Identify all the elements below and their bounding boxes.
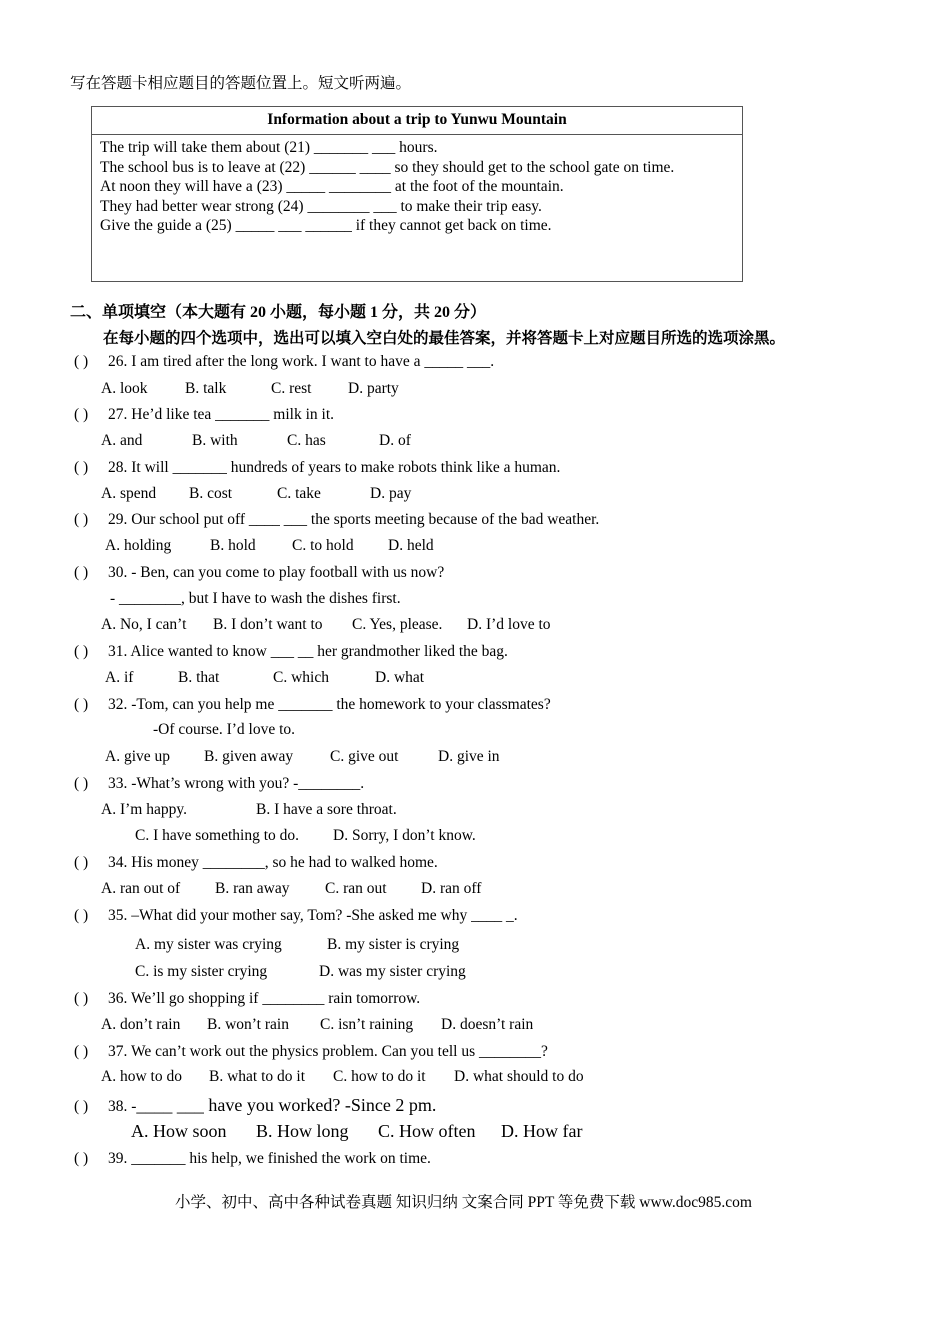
- question-35-stem: [74, 907, 518, 925]
- option-d: D. what should to do: [454, 1068, 584, 1085]
- option-b: B. cost: [189, 485, 233, 502]
- page-footer: 小学、初中、高中各种试卷真题 知识归纳 文案合同 PPT 等免费下载 www.doc985.com: [175, 1194, 752, 1211]
- option-b: B. with: [192, 432, 238, 449]
- option-d: D. what: [375, 669, 425, 686]
- question-29-options: [105, 537, 434, 555]
- answer-paren: ( ): [74, 511, 89, 528]
- option-c: C. ran out: [325, 880, 387, 897]
- option-d: D. doesn’t rain: [441, 1016, 534, 1033]
- option-a: A. No, I can’t: [101, 616, 187, 633]
- question-36-stem: [74, 990, 420, 1008]
- option-a: A. spend: [101, 485, 157, 502]
- info-line-22: The school bus is to leave at (22) ______ ____ so they should get to the school gate on time.: [100, 158, 675, 176]
- info-line-21: The trip will take them about (21) _______ ___ hours.: [100, 139, 438, 156]
- info-line-25: Give the guide a (25) _____ ___ ______ if they cannot get back on time.: [100, 217, 552, 234]
- option-d: D. How far: [501, 1121, 583, 1141]
- question-30-stem: [74, 564, 444, 582]
- question-37-options: [101, 1068, 584, 1086]
- question-27-options: [101, 432, 411, 450]
- question-28-stem: [74, 459, 560, 477]
- option-a: A. How soon: [131, 1121, 227, 1141]
- option-d: D. pay: [370, 485, 412, 502]
- option-c: C. give out: [330, 748, 399, 765]
- question-text: 34. His money ________, so he had to walked home.: [108, 854, 438, 871]
- option-b: B. hold: [210, 537, 256, 554]
- option-a: A. and: [101, 432, 143, 449]
- answer-paren: ( ): [74, 643, 89, 660]
- option-d: D. ran off: [421, 880, 482, 897]
- question-text: 35. –What did your mother say, Tom? -She asked me why ____ _.: [108, 907, 518, 924]
- option-a: A. holding: [105, 537, 172, 554]
- question-30-options: [101, 616, 551, 634]
- answer-paren: ( ): [74, 854, 89, 871]
- option-b: B. I don’t want to: [213, 616, 323, 633]
- question-30-reply: - ________, but I have to wash the dishes first.: [110, 590, 401, 607]
- option-c: C. has: [287, 432, 326, 449]
- question-35-options-2: [135, 963, 466, 981]
- question-33-options-2: [135, 827, 476, 845]
- section-instruction: 在每小题的四个选项中，选出可以填入空白处的最佳答案，并将答题卡上对应题目所选的选项涂黑。: [103, 330, 786, 347]
- question-37-stem: [74, 1043, 548, 1061]
- info-line-23: At noon they will have a (23) _____ ________ at the foot of the mountain.: [100, 178, 564, 195]
- option-a: A. ran out of: [101, 880, 181, 897]
- question-text: 27. He’d like tea _______ milk in it.: [108, 406, 335, 423]
- option-c: C. I have something to do.: [135, 827, 300, 844]
- question-34-stem: [74, 854, 438, 872]
- question-28-options: [101, 485, 411, 503]
- answer-paren: ( ): [74, 564, 89, 581]
- answer-paren: ( ): [74, 1043, 89, 1060]
- option-c: C. to hold: [292, 537, 354, 554]
- info-box: [91, 106, 743, 282]
- option-c: C. is my sister crying: [135, 963, 268, 980]
- question-text: 28. It will _______ hundreds of years to make robots think like a human.: [108, 459, 561, 476]
- question-text: 38. -: [108, 1098, 137, 1115]
- question-text: 32. -Tom, can you help me _______ the homework to your classmates?: [108, 696, 551, 713]
- option-c: C. isn’t raining: [320, 1016, 414, 1033]
- question-34-options: [101, 880, 481, 898]
- question-26-options: [101, 380, 399, 398]
- option-c: C. Yes, please.: [352, 616, 443, 633]
- option-d: D. of: [379, 432, 411, 449]
- question-32-reply: -Of course. I’d love to.: [153, 721, 296, 738]
- option-c: C. how to do it: [333, 1068, 426, 1085]
- question-35-options-1: [135, 936, 459, 954]
- question-29-stem: [74, 511, 599, 529]
- question-33-options-1: [101, 801, 397, 819]
- option-d: D. was my sister crying: [319, 963, 466, 980]
- option-b: B. won’t rain: [207, 1016, 289, 1033]
- intro-text: 写在答题卡相应题目的答题位置上。短文听两遍。: [70, 75, 412, 92]
- option-d: D. party: [348, 380, 399, 397]
- answer-paren: ( ): [74, 907, 89, 924]
- option-b: B. given away: [204, 748, 294, 765]
- option-d: D. held: [388, 537, 434, 554]
- question-text: 31. Alice wanted to know ___ __ her grandmother liked the bag.: [108, 643, 508, 660]
- question-31-options: [105, 669, 424, 687]
- option-a: A. don’t rain: [101, 1016, 181, 1033]
- option-b: B. that: [178, 669, 220, 686]
- option-c: C. which: [273, 669, 329, 686]
- option-a: A. if: [105, 669, 134, 686]
- question-text: 39. _______ his help, we finished the work on time.: [108, 1150, 431, 1167]
- answer-paren: ( ): [74, 406, 89, 423]
- option-a: A. give up: [105, 748, 171, 765]
- question-36-options: [101, 1016, 533, 1034]
- answer-paren: ( ): [74, 696, 89, 713]
- question-text-large: ____ ___ have you worked? -Since 2 pm.: [136, 1095, 437, 1115]
- option-c: C. take: [277, 485, 321, 502]
- option-d: D. I’d love to: [467, 616, 551, 633]
- question-text: 37. We can’t work out the physics problem. Can you tell us ________?: [108, 1043, 548, 1060]
- question-38-options: [131, 1121, 582, 1142]
- info-box-title: Information about a trip to Yunwu Mountain: [92, 107, 742, 135]
- info-box-lines: [92, 135, 742, 236]
- option-b: B. How long: [256, 1121, 349, 1141]
- answer-paren: ( ): [74, 990, 89, 1007]
- question-27-stem: [74, 406, 334, 424]
- question-32-stem: [74, 696, 551, 714]
- answer-paren: ( ): [74, 1150, 89, 1167]
- answer-paren: ( ): [74, 459, 89, 476]
- section-title: 二、单项填空（本大题有 20 小题，每小题 1 分，共 20 分）: [70, 304, 487, 321]
- answer-paren: ( ): [74, 775, 89, 792]
- option-b: B. my sister is crying: [327, 936, 460, 953]
- question-text: 26. I am tired after the long work. I want to have a _____ ___.: [108, 353, 495, 370]
- option-d: D. Sorry, I don’t know.: [333, 827, 476, 844]
- answer-paren: ( ): [74, 353, 89, 370]
- question-text: 30. - Ben, can you come to play football with us now?: [108, 564, 445, 581]
- question-26-stem: [74, 353, 494, 371]
- question-38-stem: [74, 1095, 436, 1116]
- question-31-stem: [74, 643, 508, 661]
- question-33-stem: [74, 775, 364, 793]
- option-a: A. I’m happy.: [101, 801, 187, 818]
- question-text: 36. We’ll go shopping if ________ rain tomorrow.: [108, 990, 421, 1007]
- option-c: C. How often: [378, 1121, 476, 1141]
- option-b: B. ran away: [215, 880, 290, 897]
- question-32-options: [105, 748, 500, 766]
- option-c: C. rest: [271, 380, 312, 397]
- option-b: B. talk: [185, 380, 227, 397]
- answer-paren: ( ): [74, 1098, 89, 1115]
- option-b: B. what to do it: [209, 1068, 306, 1085]
- option-b: B. I have a sore throat.: [256, 801, 397, 818]
- option-a: A. my sister was crying: [135, 936, 282, 953]
- option-a: A. how to do: [101, 1068, 182, 1085]
- question-text: 29. Our school put off ____ ___ the sports meeting because of the bad weather.: [108, 511, 600, 528]
- question-39-stem: [74, 1150, 431, 1168]
- option-a: A. look: [101, 380, 148, 397]
- option-d: D. give in: [438, 748, 500, 765]
- question-text: 33. -What’s wrong with you? -________.: [108, 775, 365, 792]
- info-line-24: They had better wear strong (24) ________ ___ to make their trip easy.: [100, 197, 542, 215]
